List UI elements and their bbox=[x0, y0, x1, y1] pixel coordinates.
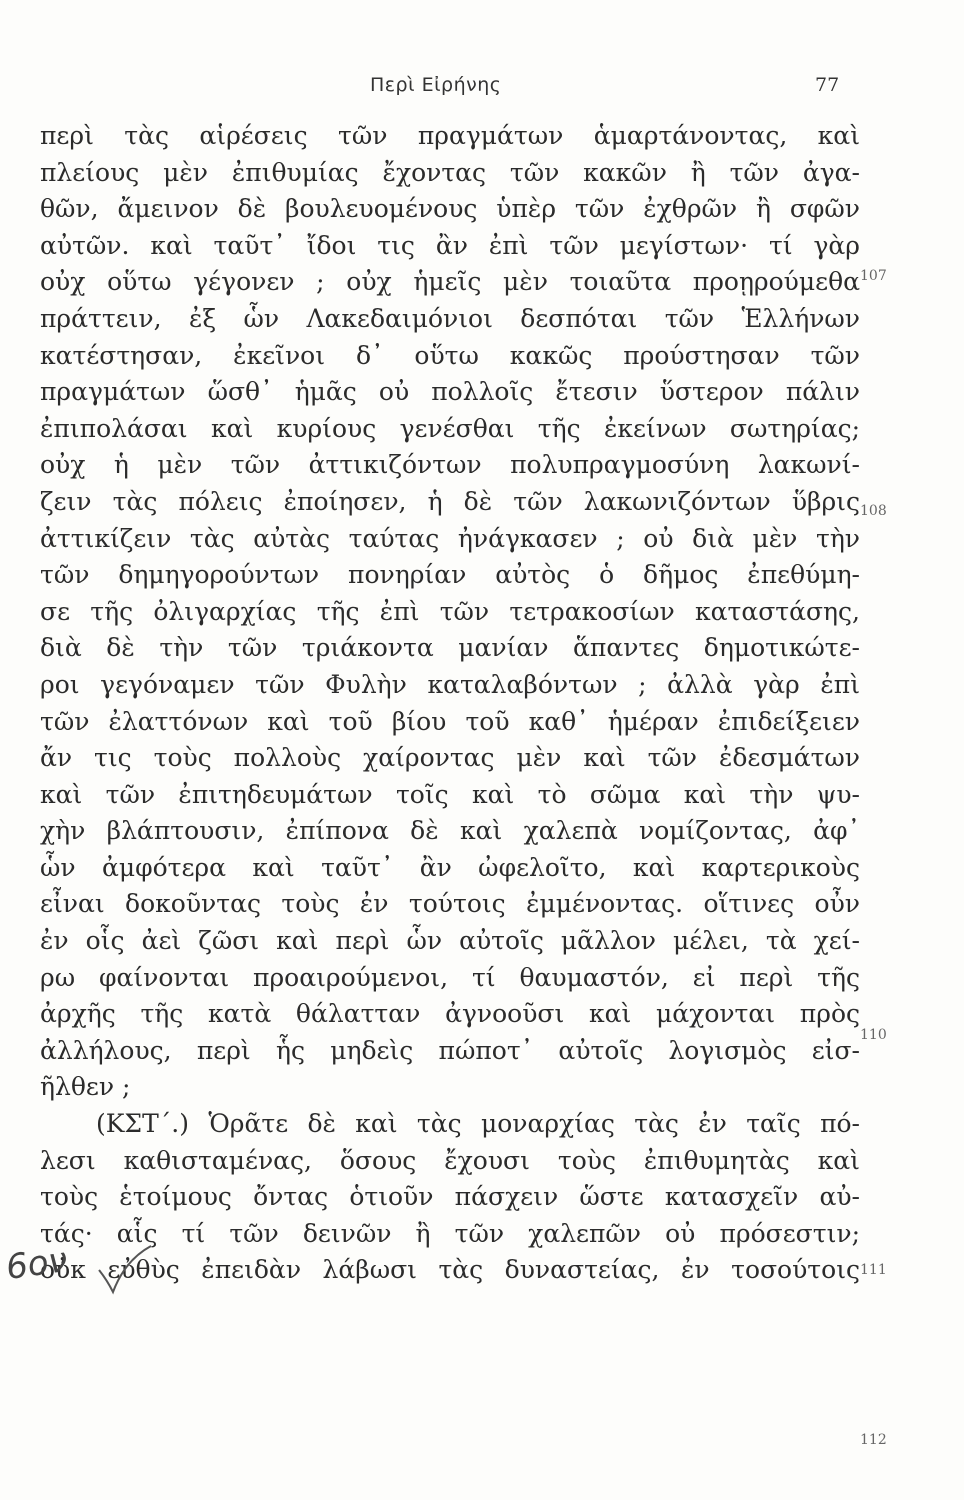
text-line: διὰ δὲ τὴν τῶν τριάκοντα μανίαν ἅπαντες δημοτικώτε- bbox=[40, 633, 860, 663]
text-line: ἀλλήλους, περὶ ἧς μηδεὶς πώποτ᾽ αὐτοῖς λογισμὸς εἰσ- bbox=[40, 1035, 860, 1065]
text-line: τῶν ἐλαττόνων καὶ τοῦ βίου τοῦ καθ᾽ ἡμέραν ἐπιδείξειεν bbox=[40, 706, 860, 736]
section-number-110: 110 bbox=[860, 1027, 887, 1043]
text-line: ρω φαίνονται προαιρούμενοι, τί θαυμαστόν, εἰ περὶ τῆς bbox=[40, 962, 860, 992]
text-line: ἀττικίζειν τὰς αὐτὰς ταύτας ἠνάγκασεν ; οὐ διὰ μὲν τὴν bbox=[40, 523, 860, 553]
text-line: περὶ τὰς αἱρέσεις τῶν πραγμάτων ἁμαρτάνοντας, καὶ bbox=[40, 121, 860, 150]
text-line: τοὺς ἑτοίμους ὄντας ὁτιοῦν πάσχειν ὥστε κατασχεῖν αὐ- bbox=[40, 1182, 860, 1212]
text-line: σε τῆς ὀλιγαρχίας τῆς ἐπὶ τῶν τετρακοσίων καταστάσης, bbox=[40, 596, 860, 626]
section-number-111: 111 bbox=[860, 1262, 887, 1278]
text-line: τάς· αἷς τί τῶν δεινῶν ἢ τῶν χαλεπῶν οὐ πρόσεστιν; bbox=[40, 1218, 860, 1248]
text-line: ἄν τις τοὺς πολλοὺς χαίροντας μὲν καὶ τῶν ἐδεσμάτων bbox=[40, 743, 860, 773]
text-line: ἐπιπολάσαι καὶ κυρίους γενέσθαι τῆς ἐκείνων σωτηρίας; bbox=[40, 413, 860, 443]
section-number-108: 108 bbox=[860, 503, 887, 519]
section-number-112: 112 bbox=[860, 1432, 887, 1448]
text-line: κατέστησαν, ἐκεῖνοι δ᾽ οὕτω κακῶς προύστησαν τῶν bbox=[40, 340, 860, 370]
text-line: αὐτῶν. καὶ ταῦτ᾽ ἴδοι τις ἂν ἐπὶ τῶν μεγίστων· τί γὰρ bbox=[40, 230, 860, 260]
section-number-107: 107 bbox=[860, 268, 887, 284]
text-line: θῶν, ἄμεινον δὲ βουλευομένους ὑπὲρ τῶν ἐχθρῶν ἢ σφῶν bbox=[40, 194, 860, 224]
text-line: ζειν τὰς πόλεις ἐποίησεν, ἡ δὲ τῶν λακωνιζόντων ὕβρις bbox=[40, 486, 860, 516]
text-line: πλείους μὲν ἐπιθυμίας ἔχοντας τῶν κακῶν ἢ τῶν ἀγα- bbox=[40, 157, 860, 187]
text-line: πράττειν, ἐξ ὧν Λακεδαιμόνιοι δεσπόται τῶν Ἑλλήνων bbox=[40, 303, 860, 333]
text-line: οὐχ ἡ μὲν τῶν ἀττικιζόντων πολυπραγμοσύνη λακωνί- bbox=[40, 450, 860, 480]
text-line: οὐχ οὕτω γέγονεν ; οὐχ ἡμεῖς μὲν τοιαῦτα προῃρούμεθα bbox=[40, 267, 860, 297]
text-line: λεσι καθισταμένας, ὅσους ἔχουσι τοὺς ἐπιθυμητὰς καὶ bbox=[40, 1145, 860, 1175]
text-line: εἶναι δοκοῦντας τοὺς ἐν τούτοις ἐμμένοντας. οἵτινες οὖν bbox=[40, 889, 860, 919]
text-line: ἀρχῆς τῆς κατὰ θάλατταν ἀγνοοῦσι καὶ μάχονται πρὸς bbox=[40, 999, 860, 1029]
page-number: 77 bbox=[815, 74, 840, 96]
text-line: ὧν ἀμφότερα καὶ ταῦτ᾽ ἂν ὠφελοῖτο, καὶ καρτερικοὺς bbox=[40, 852, 860, 882]
text-line: ῆλθεν ; bbox=[40, 1072, 131, 1102]
section-start-line: (ΚΣΤ΄.) Ὁρᾶτε δὲ καὶ τὰς μοναρχίας τὰς ἐν ταῖς πό- bbox=[96, 1109, 860, 1139]
handwritten-annotation: 6ον bbox=[3, 1239, 70, 1289]
body-text bbox=[40, 118, 860, 1289]
running-title: Περὶ Εἰρήνης bbox=[370, 74, 502, 96]
text-line: ἐν οἷς ἀεὶ ζῶσι καὶ περὶ ὧν αὐτοῖς μᾶλλον μέλει, τὰ χεί- bbox=[40, 926, 860, 956]
text-line: πραγμάτων ὥσθ᾽ ἡμᾶς οὐ πολλοῖς ἔτεσιν ὕστερον πάλιν bbox=[40, 377, 860, 407]
text-line: οὐκ εὐθὺς ἐπειδὰν λάβωσι τὰς δυναστείας, ἐν τοσούτοις bbox=[40, 1255, 860, 1285]
text-line: χὴν βλάπτουσιν, ἐπίπονα δὲ καὶ χαλεπὰ νομίζοντας, ἀφ᾽ bbox=[40, 816, 860, 846]
running-head bbox=[0, 74, 964, 104]
text-line: τῶν δημηγορούντων πονηρίαν αὐτὸς ὁ δῆμος ἐπεθύμη- bbox=[40, 560, 860, 590]
handwritten-check-mark-icon bbox=[95, 1240, 155, 1300]
text-line: ροι γεγόναμεν τῶν Φυλὴν καταλαβόντων ; ἀλλὰ γὰρ ἐπὶ bbox=[40, 669, 860, 699]
text-line: καὶ τῶν ἐπιτηδευμάτων τοῖς καὶ τὸ σῶμα καὶ τὴν ψυ- bbox=[40, 779, 860, 809]
